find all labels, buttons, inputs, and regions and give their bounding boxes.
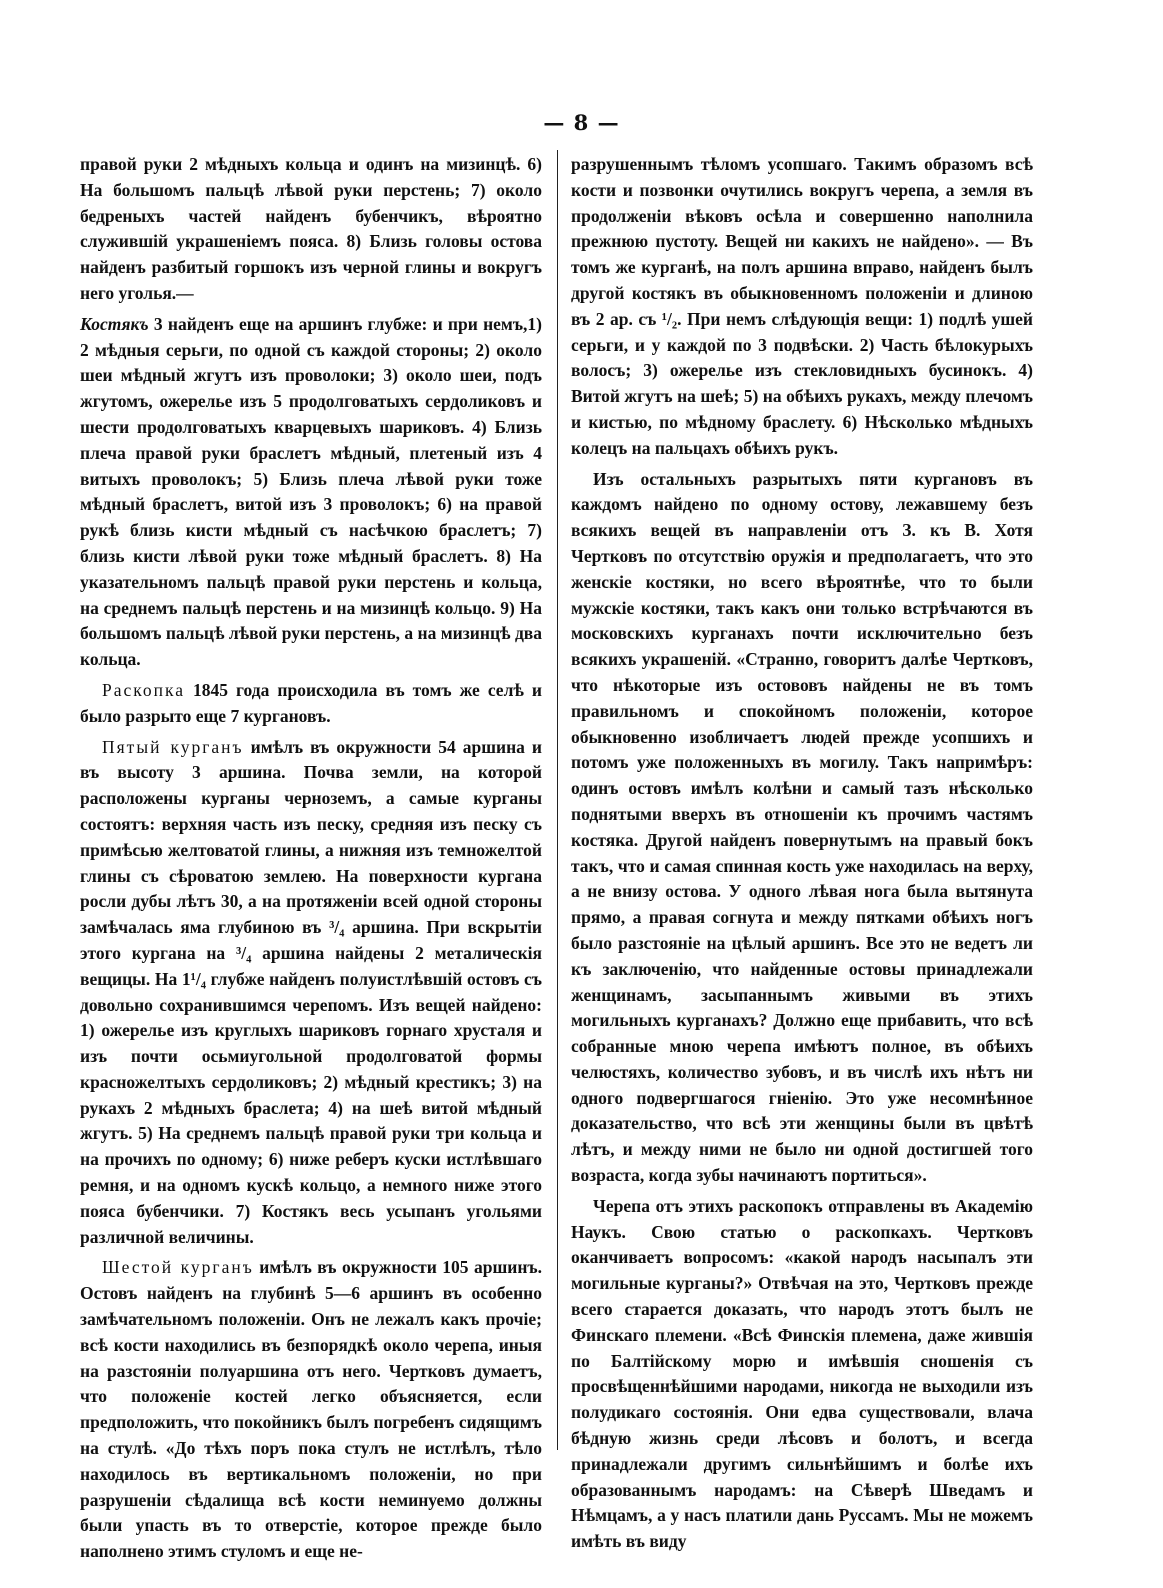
kostyak-lead: Костякъ <box>80 313 149 334</box>
right-column <box>571 152 1033 1560</box>
left-paragraph-1: правой руки 2 мѣдныхъ кольца и одинъ на мизинцѣ. 6) На большомъ пальцѣ лѣвой руки перстень; 7) около бедреныхъ частей найденъ бубенчикъ, вѣроятно служившій украшеніемъ пояса. 8) Близь головы остова найденъ разбитый горшокъ изъ черной глины и вокругъ него уголья.— <box>80 154 542 303</box>
page-number: — 8 — <box>543 110 620 135</box>
sixth-kurgan-lead: Шестой курганъ <box>102 1257 254 1278</box>
left-paragraph-5 <box>80 1255 542 1565</box>
left-column <box>80 152 542 1570</box>
left-paragraph-3 <box>80 678 542 730</box>
fifth-kurgan-lead: Пятый курганъ <box>102 736 244 757</box>
right-paragraph-2: Изъ остальныхъ разрытыхъ пяти кургановъ въ каждомъ найдено по одному остову, лежавшему безъ всякихъ вещей въ направленіи отъ З. къ В. Хотя Чертковъ по отсутствію оружія и предполагаетъ, что это женскіе костяки, но всего вѣроятнѣе, что то были мужскіе костяки, такъ какъ они только встрѣчаются въ московскихъ курганахъ почти исключительно безъ всякихъ украшеній. «Странно, говоритъ далѣе Чертковъ, что нѣкоторые изъ остововъ найдены не въ томъ правильномъ и спокойномъ положеніи, которое обыкновенно изобличаетъ людей прежде усопшихъ и потомъ уже положенныхъ въ могилу. Такъ напримѣръ: одинъ остовъ имѣлъ колѣни и самый тазъ нѣсколько поднятыми вверхъ въ отношеніи къ прочимъ частямъ костяка. Другой найденъ повернутымъ на правый бокъ такъ, что и самая спинная кость уже находилась на верху, а не внизу остова. У одного лѣвая нога была вытянута прямо, а правая согнута и между пятками обѣихъ ногъ было разстояніе на цѣлый аршинъ. Все это не ведетъ ли къ заключенію, что найденные остовы принадлежали женщинамъ, засыпаннымъ живыми въ этихъ могильныхъ курганахъ? Должно еще прибавить, что всѣ собранные мною черепа имѣютъ полное, въ обѣихъ челюстяхъ, количество зубовъ, и въ числѣ ихъ нѣтъ ни одного подвергшагося гніенію. Это уже несомнѣнное доказательство, что всѣ эти женщины были въ цвѣтѣ лѣтъ, и между ними не было ни одной достигшей того возраста, когда зубы начинаютъ портиться». <box>571 468 1033 1186</box>
left-paragraph-4 <box>80 735 542 1251</box>
left-paragraph-2 <box>80 312 542 673</box>
raskopka-lead: Раскопка <box>102 679 186 700</box>
right-paragraph-3: Черепа отъ этихъ раскопокъ отправлены въ Академію Наукъ. Свою статью о раскопкахъ. Чертковъ оканчиваетъ вопросомъ: «какой народъ насыпалъ эти могильные курганы?» Отвѣчая на это, Чертковъ прежде всего старается доказать, что народъ этотъ былъ не Финскаго племени. «Всѣ Финскія племена, даже жившія по Балтійскому морю и имѣвшія сношенія съ просвѣщеннѣйшими народами, никогда не выходили изъ полудикаго состоянія. Они едва существовали, влача бѣдную жизнь среди лѣсовъ и болотъ, и всегда принадлежали другимъ сильнѣйшимъ и болѣе ихъ образованнымъ народамъ: на Сѣверѣ Шведамъ и Нѣмцамъ, а у насъ платили дань Руссамъ. Мы не можемъ имѣть въ виду <box>571 1195 1033 1552</box>
left-paragraph-2-text: 3 найденъ еще на аршинъ глубже: и при немъ,1) 2 мѣдныя серьги, по одной съ каждой стороны; 2) около шеи мѣдный жгутъ изъ проволоки; 3) около шеи, подъ жгутомъ, ожерелье изъ 5 продолговатыхъ сердоликовъ и шести продолговатыхъ кварцевыхъ шариковъ. 4) Близь плеча правой руки браслетъ мѣдный, плетеный изъ 4 витыхъ проволокъ; 5) Близь плеча лѣвой руки тоже мѣдный браслетъ, витой изъ 3 проволокъ; 6) на правой рукѣ близь кисти мѣдный съ насѣчкою браслетъ; 7) близь кисти лѣвой руки тоже мѣдный браслетъ. 8) На указательномъ пальцѣ правой руки перстень и кольца, на среднемъ пальцѣ перстень и на мизинцѣ кольцо. 9) На большомъ пальцѣ лѣвой руки перстень, а на мизинцѣ два кольца. <box>80 313 542 670</box>
left-paragraph-4-text: имѣлъ въ окружности 54 аршина и въ высоту 3 аршина. Почва земли, на которой расположены курганы черноземъ, а самые курганы состоятъ: верхняя часть изъ песку, средняя изъ песку съ примѣсью желтоватой глины, а нижняя изъ темножелтой глины съ сѣроватою землею. На поверхности кургана росли дубы лѣтъ 30, а на протяженіи всей одной стороны замѣчалась яма глубиною въ ³/₄ аршина. При вскрытіи этого кургана на ³/₄ аршина найдены 2 металическія вещицы. На 1¹/₄ глубже найденъ полуистлѣвшій остовъ съ довольно сохранившимся черепомъ. Изъ вещей найдено: 1) ожерелье изъ круглыхъ шариковъ горнаго хрусталя и изъ почти осьмиугольной продолговатой формы красножелтыхъ сердоликовъ; 2) мѣдный крестикъ; 3) на рукахъ 2 мѣдныхъ браслета; 4) на шеѣ витой мѣдный жгутъ. 5) На среднемъ пальцѣ правой руки три кольца и на прочихъ по одному; 6) ниже реберъ куски истлѣвшаго ремня, и на одномъ кускѣ кольцо, а немного ниже этого пояса бубенчики. 7) Костякъ весь усыпанъ угольями различной величины. <box>80 736 542 1247</box>
right-paragraph-1: разрушеннымъ тѣломъ усопшаго. Такимъ образомъ всѣ кости и позвонки очутились вокругъ черепа, а земля въ продолженіи вѣковъ осѣла и совершенно наполнила прежнюю пустоту. Вещей ни какихъ не найдено». — Въ томъ же курганѣ, на полъ аршина вправо, найденъ былъ другой костякъ въ обыкновенномъ положеніи и длиною въ 2 ар. съ ¹/₂. При немъ слѣдующія вещи: 1) подлѣ ушей серьги, и у каждой по 3 подвѣски. 2) Часть бѣлокурыхъ волосъ; 3) ожерелье изъ стекловидныхъ бусинокъ. 4) Витой жгутъ на шеѣ; 5) на обѣихъ рукахъ, между плечомъ и кистью, по мѣдному браслету. 6) Нѣсколько мѣдныхъ колецъ на пальцахъ обѣихъ рукъ. <box>571 154 1033 458</box>
left-paragraph-5-text: имѣлъ въ окружности 105 аршинъ. Остовъ найденъ на глубинѣ 5—6 аршинъ въ особенно замѣчательномъ положеніи. Онъ не лежалъ какъ прочіе; всѣ кости находились въ безпорядкѣ около черепа, иныя на разстояніи полуаршина отъ него. Чертковъ думаетъ, что положеніе костей легко объясняется, если предположить, что покойникъ былъ погребенъ сидящимъ на стулѣ. «До тѣхъ поръ пока стулъ не истлѣлъ, тѣло находилось въ вертикальномъ положеніи, но при разрушеніи сѣдалища всѣ кости неминуемо должны были упасть въ то отверстіе, которое прежде было наполнено этимъ стуломъ и еще не- <box>80 1257 542 1562</box>
column-divider <box>557 150 558 1450</box>
left-paragraph-3-text: 1845 года происходила въ томъ же селѣ и было разрыто еще 7 кургановъ. <box>80 679 542 726</box>
